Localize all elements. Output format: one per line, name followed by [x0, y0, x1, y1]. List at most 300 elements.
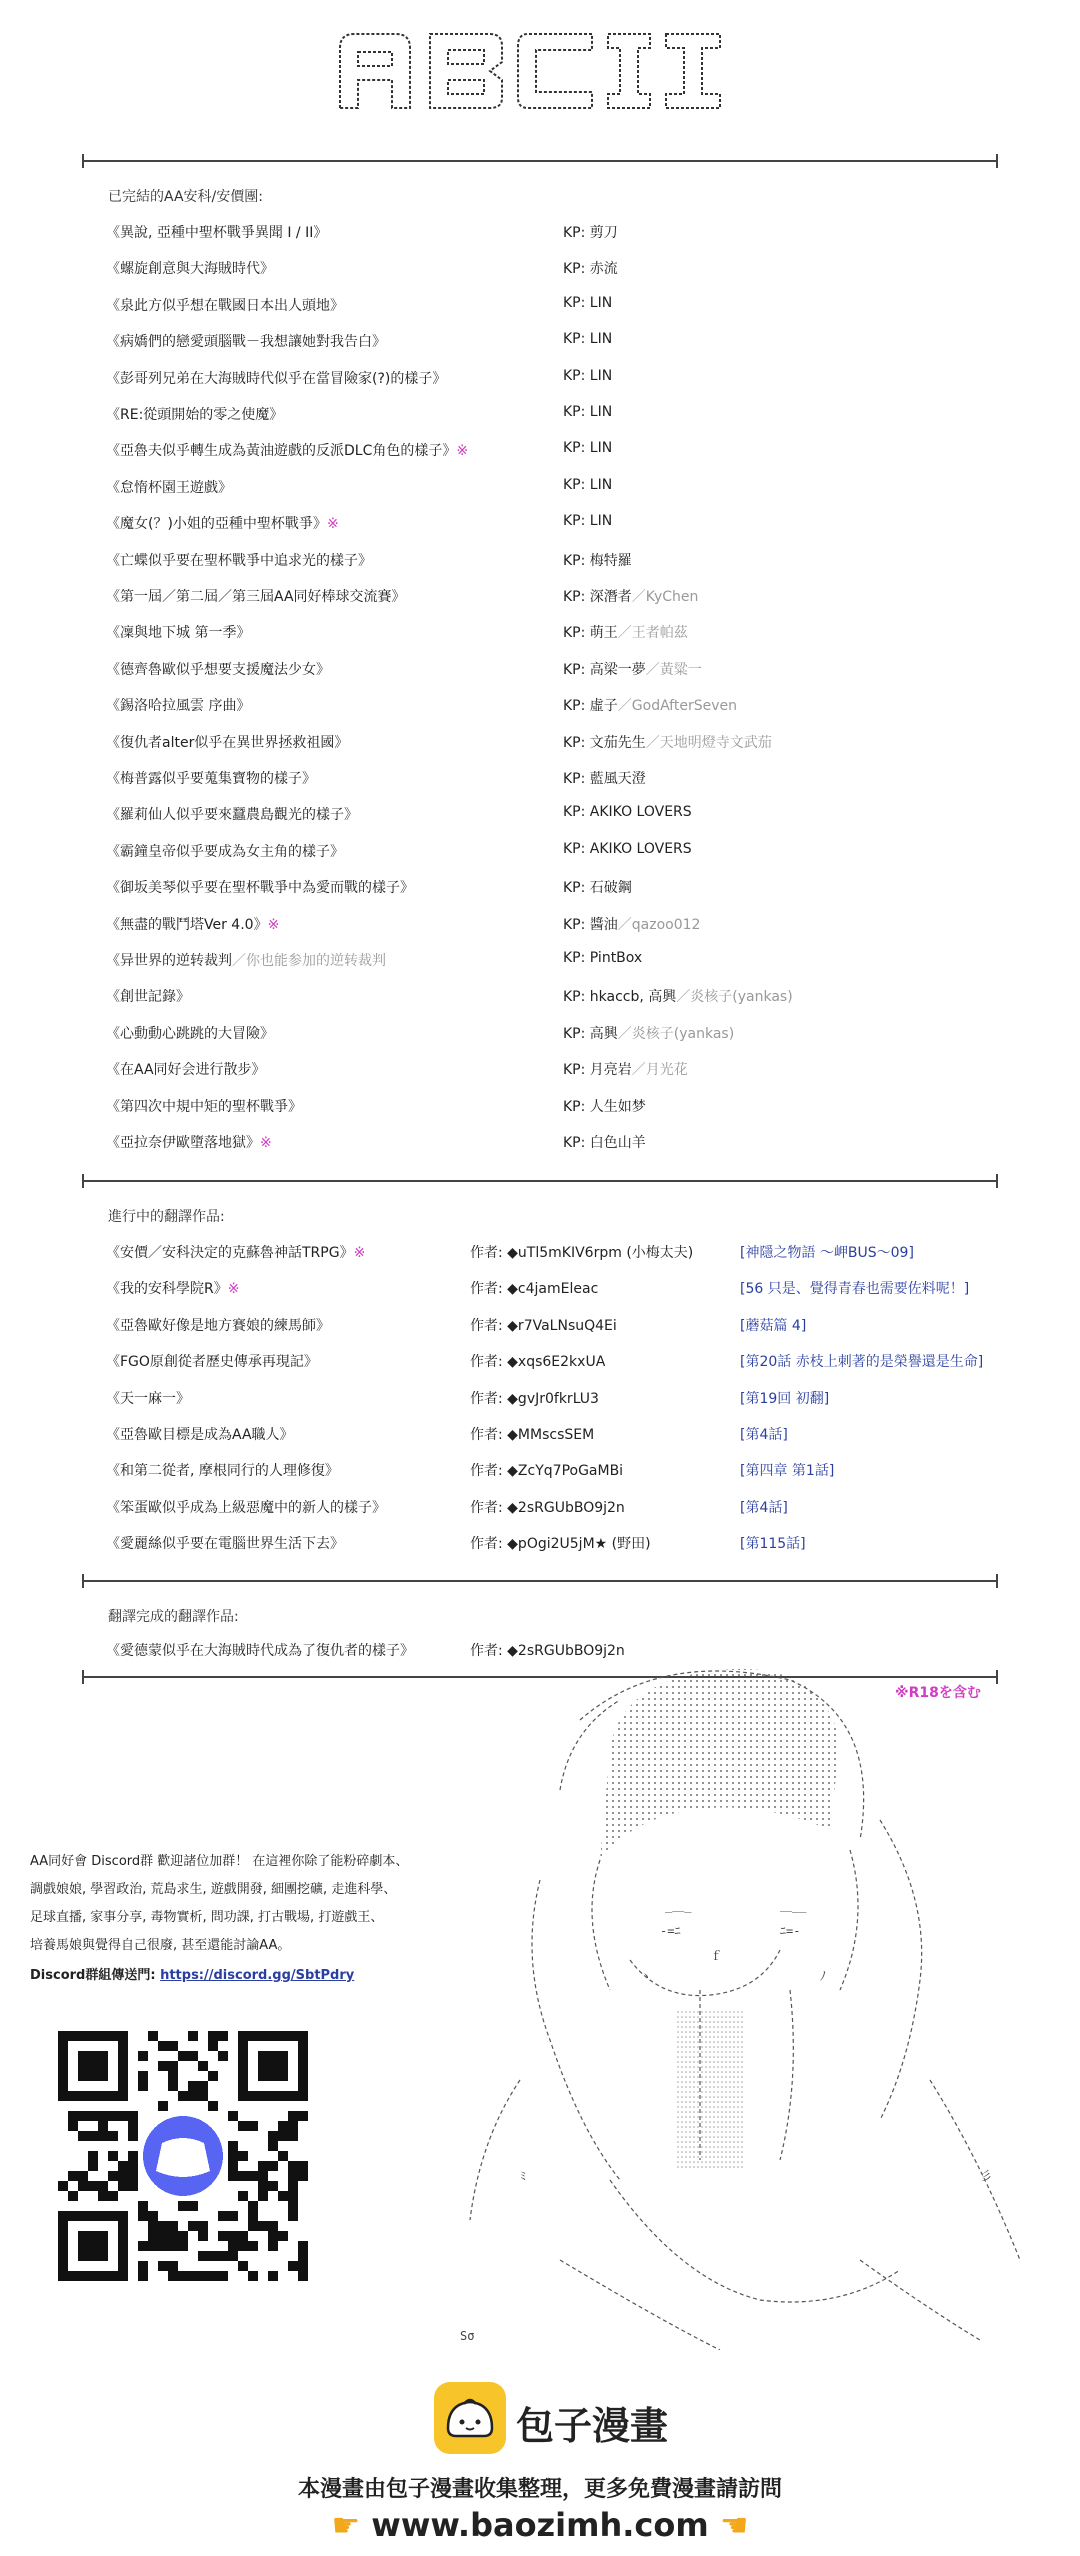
kp-text: KP: PintBox — [563, 950, 643, 966]
qr-module — [298, 2261, 308, 2271]
kp-text: KP: 文茄先生 — [563, 734, 646, 751]
qr-module — [258, 2191, 268, 2201]
qr-module — [108, 2171, 118, 2181]
qr-module — [178, 2091, 188, 2101]
work-title-text: 《無盡的戰鬥塔Ver 4.0》 — [106, 916, 268, 933]
kp-name — [563, 295, 612, 311]
work-title — [106, 1424, 294, 1444]
qr-module — [228, 2231, 238, 2241]
kp-alias: ／炎核子(yankas) — [617, 1025, 735, 1042]
kp-name — [563, 914, 700, 934]
qr-module — [188, 2031, 198, 2041]
qr-module — [278, 2121, 288, 2131]
qr-module — [188, 2051, 198, 2061]
qr-module — [138, 2271, 148, 2281]
work-title-text: 《FGO原創從者歷史傳承再現記》 — [106, 1354, 318, 1371]
r18-mark: ※ — [326, 516, 339, 533]
completed-row — [0, 368, 1080, 400]
work-title — [106, 440, 468, 460]
work-title — [106, 1096, 302, 1116]
qr-module — [208, 2031, 218, 2041]
qr-module — [148, 2211, 158, 2221]
work-title — [106, 986, 190, 1006]
work-title-text: 《復仇者alter似乎在異世界拯救祖國》 — [106, 734, 349, 751]
qr-module — [198, 2081, 208, 2091]
qr-module — [158, 2221, 168, 2231]
work-title-text: 《第四次中規中矩的聖杯戰爭》 — [106, 1098, 302, 1115]
qr-module — [268, 2221, 278, 2231]
r18-mark: ※ — [456, 443, 469, 460]
work-title-text: 《異說, 亞種中聖杯戰爭異聞 I / II》 — [106, 225, 328, 241]
qr-module — [158, 2061, 168, 2071]
author-name: 作者: ◆MMscsSEM — [470, 1427, 595, 1443]
kp-name — [563, 404, 612, 420]
kp-text: KP: AKIKO LOVERS — [563, 840, 692, 857]
work-title-text: 《心動動心跳跳的大冒險》 — [106, 1025, 274, 1042]
work-title — [106, 258, 274, 278]
svg-text:彡: 彡 — [980, 2169, 993, 2183]
separator-lower — [82, 1580, 998, 1582]
kp-name — [563, 550, 632, 570]
work-title — [106, 732, 348, 752]
kp-name — [563, 222, 618, 242]
author-name: 作者: ◆xqs6E2kxUA — [470, 1354, 606, 1371]
latest-chapter-link[interactable]: [第20話 赤枝上刺著的是榮譽還是生命] — [740, 1354, 984, 1371]
qr-module — [268, 2131, 278, 2141]
r18-mark: ※ — [353, 1245, 366, 1261]
kp-text: KP: 月亮岩 — [563, 1062, 632, 1079]
qr-module — [298, 2161, 308, 2171]
work-title — [106, 768, 316, 788]
qr-module — [148, 2231, 158, 2241]
qr-module — [108, 2111, 118, 2121]
work-title — [106, 914, 279, 934]
qr-module — [248, 2211, 258, 2221]
r18-mark: ※ — [267, 916, 280, 933]
qr-module — [288, 2131, 298, 2141]
qr-module — [258, 2181, 268, 2191]
completed-row — [0, 622, 1080, 654]
qr-module — [218, 2251, 228, 2261]
kp-alias: ／KyChen — [631, 589, 699, 605]
qr-module — [158, 2041, 168, 2051]
work-title — [106, 368, 446, 388]
kp-text: KP: 人生如梦 — [563, 1098, 646, 1115]
pointing-hand-icon: ☚ — [719, 2506, 749, 2544]
qr-module — [248, 2201, 258, 2211]
completed-row — [0, 1023, 1080, 1055]
kp-text: KP: 藍風天澄 — [563, 771, 646, 787]
work-title-text: 《怠惰杯園王遊戲》 — [106, 479, 232, 496]
qr-module — [288, 2211, 298, 2221]
qr-module — [138, 2211, 148, 2221]
ongoing-row — [0, 1388, 1080, 1420]
qr-module — [178, 2201, 188, 2211]
qr-module — [298, 2171, 308, 2181]
qr-module — [238, 2171, 248, 2181]
qr-module — [238, 2241, 248, 2251]
qr-module — [218, 2211, 228, 2221]
work-title-text: 《安價／安科決定的克蘇魯神話TRPG》 — [106, 1245, 354, 1261]
work-title-text: 《羅莉仙人似乎要來蠶農島觀光的樣子》 — [106, 807, 358, 824]
qr-module — [128, 2111, 138, 2121]
qr-module — [78, 2111, 88, 2121]
kp-name — [563, 877, 632, 897]
qr-module — [138, 2081, 148, 2091]
kp-name — [563, 1132, 646, 1152]
qr-module — [278, 2131, 288, 2141]
kp-text: KP: LIN — [563, 476, 613, 493]
work-title-text: 《凜與地下城 第一季》 — [106, 625, 251, 642]
work-title-text: 《亡蝶似乎要在聖杯戰爭中追求光的樣子》 — [106, 552, 372, 569]
qr-module — [238, 2261, 248, 2271]
completed-row — [0, 331, 1080, 363]
qr-module — [98, 2121, 108, 2131]
qr-module — [208, 2041, 218, 2051]
discord-qr-code — [58, 2030, 308, 2282]
qr-module — [68, 2191, 78, 2201]
work-title-text: 《和第二從者, 摩根同行的人理修復》 — [106, 1463, 339, 1480]
qr-module — [238, 2151, 248, 2161]
qr-module — [268, 2241, 278, 2251]
qr-module — [158, 2241, 168, 2251]
qr-module — [268, 2181, 278, 2191]
work-title-text: 《在AA同好会进行散步》 — [106, 1062, 266, 1079]
work-title — [106, 1278, 239, 1298]
qr-module — [58, 2181, 68, 2191]
work-title — [106, 1351, 318, 1371]
qr-module — [118, 2111, 128, 2121]
work-title — [106, 804, 358, 824]
qr-module — [208, 2251, 218, 2261]
svg-text:ヽ: ヽ — [640, 1969, 653, 1983]
qr-module — [238, 2231, 248, 2241]
qr-module — [268, 2141, 278, 2151]
completed-row — [0, 1132, 1080, 1164]
kp-text: KP: 赤流 — [563, 261, 618, 278]
latest-chapter-link[interactable]: [蘑菇篇 4] — [740, 1317, 807, 1334]
completed-row — [0, 440, 1080, 472]
baozi-logo-icon — [434, 2382, 506, 2454]
qr-module — [268, 2271, 278, 2281]
work-title — [106, 550, 372, 570]
discord-link-label: Discord群組傳送門: — [30, 1968, 156, 1983]
r18-note: ※R18を含む — [895, 1685, 981, 1701]
kp-text: KP: 白色山羊 — [563, 1135, 646, 1151]
svg-text:ｆ: ｆ — [710, 1949, 723, 1963]
qr-module — [98, 2131, 108, 2141]
qr-module — [198, 2061, 208, 2071]
kp-alias: ／月光花 — [631, 1062, 688, 1079]
completed-row — [0, 914, 1080, 946]
svg-text:-=ﾆ: -=ﾆ — [660, 1924, 681, 1938]
kp-name — [563, 841, 692, 857]
completed-row — [0, 695, 1080, 727]
work-title-text: 《我的安科學院R》 — [106, 1281, 228, 1298]
svg-text:＿__: ＿__ — [780, 1899, 807, 1913]
completed-row — [0, 513, 1080, 545]
finished-section-title: 翻譯完成的翻譯作品: — [108, 1609, 239, 1625]
qr-module — [198, 2271, 208, 2281]
pointing-hand-icon: ☛ — [331, 2506, 361, 2544]
discord-link[interactable]: https://discord.gg/SbtPdry — [160, 1968, 355, 1983]
qr-module — [168, 2071, 178, 2081]
kp-name — [563, 513, 612, 529]
qr-module — [128, 2171, 138, 2181]
qr-module — [258, 2221, 268, 2231]
qr-module — [158, 2261, 168, 2271]
work-title — [106, 331, 386, 351]
qr-module — [288, 2181, 298, 2191]
qr-module — [158, 2231, 168, 2241]
kp-alias: ／王者帕茲 — [617, 625, 688, 642]
work-title-text: 《螺旋創意與大海賊時代》 — [106, 261, 274, 278]
work-title: 《愛德蒙似乎在大海賊時代成為了復仇者的樣子》 — [106, 1643, 414, 1659]
qr-module — [168, 2231, 178, 2241]
qr-module — [298, 2251, 308, 2261]
work-title — [106, 950, 386, 970]
qr-module — [148, 2221, 158, 2231]
qr-module — [208, 2071, 218, 2081]
author-name: 作者: ◆c4jamEleac — [470, 1281, 599, 1298]
kp-name — [563, 622, 688, 642]
work-title — [106, 1388, 190, 1408]
work-title — [106, 1533, 344, 1553]
qr-module — [288, 2111, 298, 2121]
qr-module — [78, 2171, 88, 2181]
completed-row — [0, 986, 1080, 1018]
author-name: 作者: ◆ZcYq7PoGaMBi — [470, 1463, 624, 1480]
kp-text: KP: 萌王 — [563, 625, 618, 642]
work-title — [106, 1497, 386, 1517]
qr-module — [288, 2121, 298, 2131]
qr-module — [128, 2181, 138, 2191]
kp-name — [563, 258, 618, 278]
completed-row — [0, 550, 1080, 582]
completed-row — [0, 404, 1080, 436]
qr-module — [138, 2241, 148, 2251]
kp-name — [563, 768, 646, 788]
qr-module — [118, 2181, 128, 2191]
work-title-text: 《亞魯夫似乎轉生成為黃油遊戲的反派DLC角色的樣子》 — [106, 443, 457, 460]
work-title — [106, 1059, 266, 1079]
work-title — [106, 295, 344, 315]
qr-module — [218, 2051, 228, 2061]
kp-alias: ／黃粱一 — [645, 661, 702, 678]
qr-module — [238, 2191, 248, 2201]
qr-module — [288, 2171, 298, 2181]
work-title-text: 《梅普露似乎要蒐集寶物的樣子》 — [106, 771, 316, 787]
completed-row — [0, 804, 1080, 836]
kp-text: KP: LIN — [563, 367, 613, 384]
kp-text: KP: hkaccb, 高興 — [563, 989, 677, 1006]
kp-name — [563, 659, 702, 679]
qr-module — [138, 2201, 148, 2211]
separator-middle — [82, 1180, 998, 1182]
kp-text: KP: LIN — [563, 513, 613, 530]
qr-module — [248, 2121, 258, 2131]
qr-module — [228, 2171, 238, 2181]
work-title-note: ／你也能参加的逆转裁判 — [232, 953, 386, 969]
kp-name — [563, 695, 737, 715]
ascii-logo — [330, 28, 730, 114]
kp-name — [563, 1096, 646, 1116]
qr-module — [118, 2161, 128, 2171]
qr-module — [108, 2131, 118, 2141]
work-title-text: 《魔女(？)小姐的亞種中聖杯戰爭》 — [106, 516, 327, 533]
qr-finder — [258, 2051, 288, 2081]
completed-row — [0, 768, 1080, 800]
qr-module — [298, 2111, 308, 2121]
kp-alias: ／炎核子(yankas) — [676, 989, 793, 1006]
latest-chapter-link[interactable]: [第四章 第1話] — [740, 1463, 835, 1480]
work-title — [106, 622, 250, 642]
kp-name — [563, 586, 698, 606]
work-title — [106, 659, 330, 679]
qr-module — [168, 2081, 178, 2091]
work-title — [106, 1023, 274, 1043]
qr-module — [228, 2111, 238, 2121]
work-title-text: 《泉此方似乎想在戰國日本出人頭地》 — [106, 297, 344, 314]
work-title — [106, 586, 406, 606]
qr-module — [88, 2151, 98, 2161]
promo-line-4: 培養馬娘與覺得自己很廢, 甚至還能討論AA。 — [30, 1938, 291, 1953]
r18-mark: ※ — [227, 1281, 240, 1298]
work-title-text: 《亞拉奈伊歐墮落地獄》 — [106, 1135, 260, 1151]
author-name: 作者: ◆pOgi2U5jM★ (野田) — [470, 1536, 651, 1553]
kp-text: KP: LIN — [563, 331, 613, 348]
completed-row — [0, 1059, 1080, 1091]
qr-module — [158, 2101, 168, 2111]
work-title — [106, 404, 283, 424]
latest-chapter-link[interactable]: [第4話] — [740, 1427, 788, 1443]
completed-row — [0, 586, 1080, 618]
latest-chapter-link[interactable]: [神隱之物語 ～岬BUS～09] — [740, 1245, 914, 1261]
qr-module — [228, 2151, 238, 2161]
completed-row — [0, 295, 1080, 327]
kp-name — [563, 477, 612, 493]
completed-row — [0, 258, 1080, 290]
svg-text:ﾉ: ﾉ — [820, 1969, 827, 1983]
work-title-text: 《亞魯歐好像是地方賽娘的練馬師》 — [106, 1317, 330, 1334]
work-title-text: 《錫洛哈拉風雲 序曲》 — [106, 698, 251, 715]
qr-module — [218, 2031, 228, 2041]
completed-row — [0, 841, 1080, 873]
kp-name — [563, 331, 612, 347]
completed-row — [0, 877, 1080, 909]
work-title — [106, 1132, 272, 1152]
svg-text:ﾆ=-: ﾆ=- — [780, 1924, 801, 1938]
ascii-art-figure — [460, 1660, 1045, 2350]
kp-name — [563, 1059, 688, 1079]
svg-text:_＿_: _＿_ — [665, 1899, 692, 1913]
ongoing-row — [0, 1533, 1080, 1565]
qr-module — [258, 2171, 268, 2181]
latest-chapter-link[interactable]: [第19回 初翻] — [740, 1390, 830, 1407]
work-title — [106, 1315, 330, 1335]
discord-icon — [156, 2138, 210, 2177]
footer-url[interactable]: www.baozimh.com — [371, 2506, 709, 2544]
r18-mark: ※ — [260, 1135, 272, 1151]
work-title-text: 《愛麗絲似乎要在電腦世界生活下去》 — [106, 1536, 344, 1553]
work-title-text: 《病嬌們的戀愛頭腦戰－我想讓她對我告白》 — [106, 334, 386, 351]
qr-module — [138, 2261, 148, 2271]
qr-module — [168, 2061, 178, 2071]
completed-row — [0, 950, 1080, 982]
promo-line-1: AA同好會 Discord群 歡迎諸位加群！ 在這裡你除了能粉碎劇本、 — [30, 1854, 409, 1869]
qr-module — [228, 2211, 238, 2221]
svg-text:Sσ: Sσ — [460, 2329, 475, 2343]
qr-module — [188, 2081, 198, 2091]
kp-alias: ／GodAfterSeven — [617, 698, 737, 715]
footer-notice: 本漫畫由包子漫畫收集整理，更多免費漫畫請訪問 — [297, 2477, 782, 2502]
qr-module — [228, 2251, 238, 2261]
completed-row — [0, 659, 1080, 691]
qr-module — [148, 2031, 158, 2041]
work-title — [106, 513, 339, 533]
qr-module — [98, 2111, 108, 2121]
work-title — [106, 477, 232, 497]
qr-module — [198, 2251, 208, 2261]
qr-module — [178, 2051, 188, 2061]
qr-module — [298, 2241, 308, 2251]
work-title-text: 《异世界的逆转裁判 — [106, 953, 232, 969]
latest-chapter-link[interactable]: [56 只是、覺得青春也需要佐料呢！] — [740, 1281, 970, 1298]
qr-module — [128, 2151, 138, 2161]
qr-module — [188, 2271, 198, 2281]
latest-chapter-link[interactable]: [第4話] — [740, 1499, 788, 1516]
work-title — [106, 1242, 365, 1262]
qr-module — [248, 2241, 258, 2251]
qr-module — [68, 2111, 78, 2121]
qr-module — [78, 2131, 88, 2141]
kp-text: KP: 醬油 — [563, 916, 618, 933]
promo-line-2: 調戲娘娘, 學習政治, 荒島求生, 遊戲開發, 細團挖礦, 走進科學、 — [30, 1882, 397, 1897]
completed-row — [0, 477, 1080, 509]
kp-text: KP: LIN — [563, 404, 613, 420]
qr-module — [288, 2191, 298, 2201]
completed-section-title: 已完結的AA安科/安價團: — [108, 189, 263, 205]
qr-module — [238, 2121, 248, 2131]
qr-module — [128, 2131, 138, 2141]
kp-text: KP: 梅特羅 — [563, 552, 632, 569]
qr-module — [68, 2121, 78, 2131]
footer-url-row — [0, 2506, 1080, 2544]
work-title-text: 《御坂美琴似乎要在聖杯戰爭中為愛而戰的樣子》 — [106, 880, 414, 897]
kp-text: KP: LIN — [563, 294, 613, 311]
qr-module — [178, 2241, 188, 2251]
qr-module — [288, 2161, 298, 2171]
qr-module — [288, 2261, 298, 2271]
qr-module — [248, 2271, 258, 2281]
ongoing-row — [0, 1460, 1080, 1492]
ongoing-row — [0, 1315, 1080, 1347]
qr-module — [228, 2161, 238, 2171]
qr-module — [168, 2271, 178, 2281]
qr-module — [288, 2201, 298, 2211]
latest-chapter-link[interactable]: [第115話] — [740, 1536, 806, 1553]
work-title-text: 《德齊魯歐似乎想要支援魔法少女》 — [106, 661, 330, 678]
qr-module — [298, 2271, 308, 2281]
qr-module — [248, 2171, 258, 2181]
kp-text: KP: 高梁一夢 — [563, 661, 646, 678]
work-title — [106, 877, 414, 897]
kp-text: KP: 虛子 — [563, 698, 618, 715]
qr-module — [168, 2041, 178, 2051]
kp-text: KP: 高興 — [563, 1025, 618, 1042]
completed-row — [0, 1096, 1080, 1128]
svg-text:ﾐ: ﾐ — [520, 2169, 527, 2183]
